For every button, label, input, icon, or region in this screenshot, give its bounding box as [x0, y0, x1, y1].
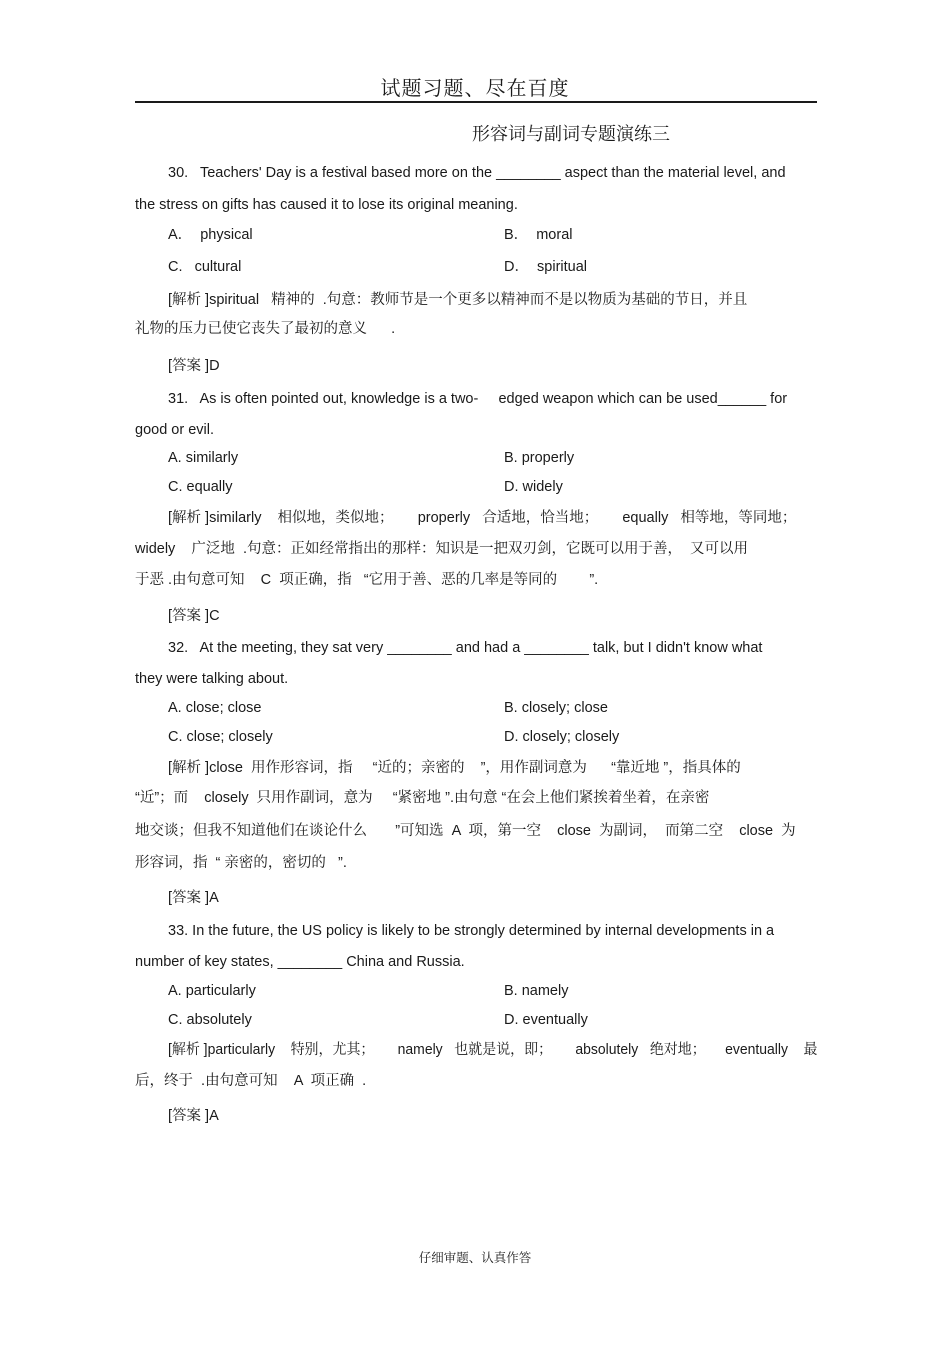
page-footer: 仔细审题、认真作答	[418, 1251, 532, 1265]
option-d: D. eventually	[504, 1012, 588, 1028]
question-stem-line: 30. Teachers' Day is a festival based more on the ________ aspect than the material level, and	[168, 165, 786, 181]
analysis-line: 于恶 .由句意可知 C 项正确，指 “它用于善、恶的几率是等同的 ”.	[135, 572, 599, 588]
answer-line: [答案 ]D	[168, 358, 220, 374]
analysis-line: 礼物的压力已使它丧失了最初的意义 .	[135, 321, 396, 337]
option-c: C. cultural	[168, 259, 242, 275]
option-d: D. widely	[504, 479, 563, 495]
question-stem-line: number of key states, ________ China and Russia.	[135, 954, 465, 970]
analysis-line: [解析 ]particularly 特别，尤其； namely 也就是说，即； absolutely 绝对地； eventually 最	[168, 1042, 818, 1058]
answer-line: [答案 ]A	[168, 1108, 219, 1124]
option-c: C. equally	[168, 479, 233, 495]
option-a: A． physical	[168, 227, 253, 243]
analysis-line: “近”；而 closely 只用作副词，意为 “紧密地 ”.由句意 “在会上他们紧挨着坐着，在亲密	[135, 790, 710, 806]
analysis-line: [解析 ]close 用作形容词，指 “近的；亲密的 ”，用作副词意为 “靠近地 ”，指具体的	[168, 760, 741, 776]
question-stem-line: good or evil.	[135, 422, 214, 438]
answer-line: [答案 ]C	[168, 608, 220, 624]
option-a: A. close; close	[168, 700, 262, 716]
option-b: B. closely; close	[504, 700, 608, 716]
answer-line: [答案 ]A	[168, 890, 219, 906]
option-b: B. namely	[504, 983, 569, 999]
option-a: A. similarly	[168, 450, 239, 466]
question-stem-line: 31. As is often pointed out, knowledge is a two- edged weapon which can be used______ for	[168, 391, 788, 407]
option-b: B． moral	[504, 227, 573, 243]
question-stem-line: 33. In the future, the US policy is likely to be strongly determined by internal developments in a	[168, 923, 775, 939]
analysis-line: [解析 ]similarly 相似地，类似地； properly 合适地，恰当地； equally 相等地，等同地；	[168, 510, 797, 526]
analysis-line: 后，终于 .由句意可知 A 项正确 .	[135, 1073, 367, 1089]
document-title: 形容词与副词专题演练三	[472, 124, 670, 145]
question-stem-line: 32. At the meeting, they sat very ________ and had a ________ talk, but I didn't know what	[168, 640, 763, 656]
option-d: D. closely; closely	[504, 729, 620, 745]
option-c: C. close; closely	[168, 729, 273, 745]
option-a: A. particularly	[168, 983, 256, 999]
option-b: B. properly	[504, 450, 575, 466]
analysis-line: [解析 ]spiritual 精神的 .句意：教师节是一个更多以精神而不是以物质为基础的节日，并且	[168, 292, 748, 308]
header-divider	[135, 101, 817, 103]
option-d: D． spiritual	[504, 259, 587, 275]
question-stem-line: the stress on gifts has caused it to lose its original meaning.	[135, 197, 518, 213]
page-header-title: 试题习题、尽在百度	[380, 76, 570, 100]
option-c: C. absolutely	[168, 1012, 252, 1028]
analysis-line: 地交谈；但我不知道他们在谈论什么 ”可知选 A 项，第一空 close 为副词， 而第二空 close 为	[135, 823, 796, 839]
analysis-line: 形容词，指 “ 亲密的，密切的 ”.	[135, 855, 347, 871]
question-stem-line: they were talking about.	[135, 671, 289, 687]
analysis-line: widely 广泛地 .句意：正如经常指出的那样：知识是一把双刃剑，它既可以用于善， 又可以用	[135, 541, 749, 557]
